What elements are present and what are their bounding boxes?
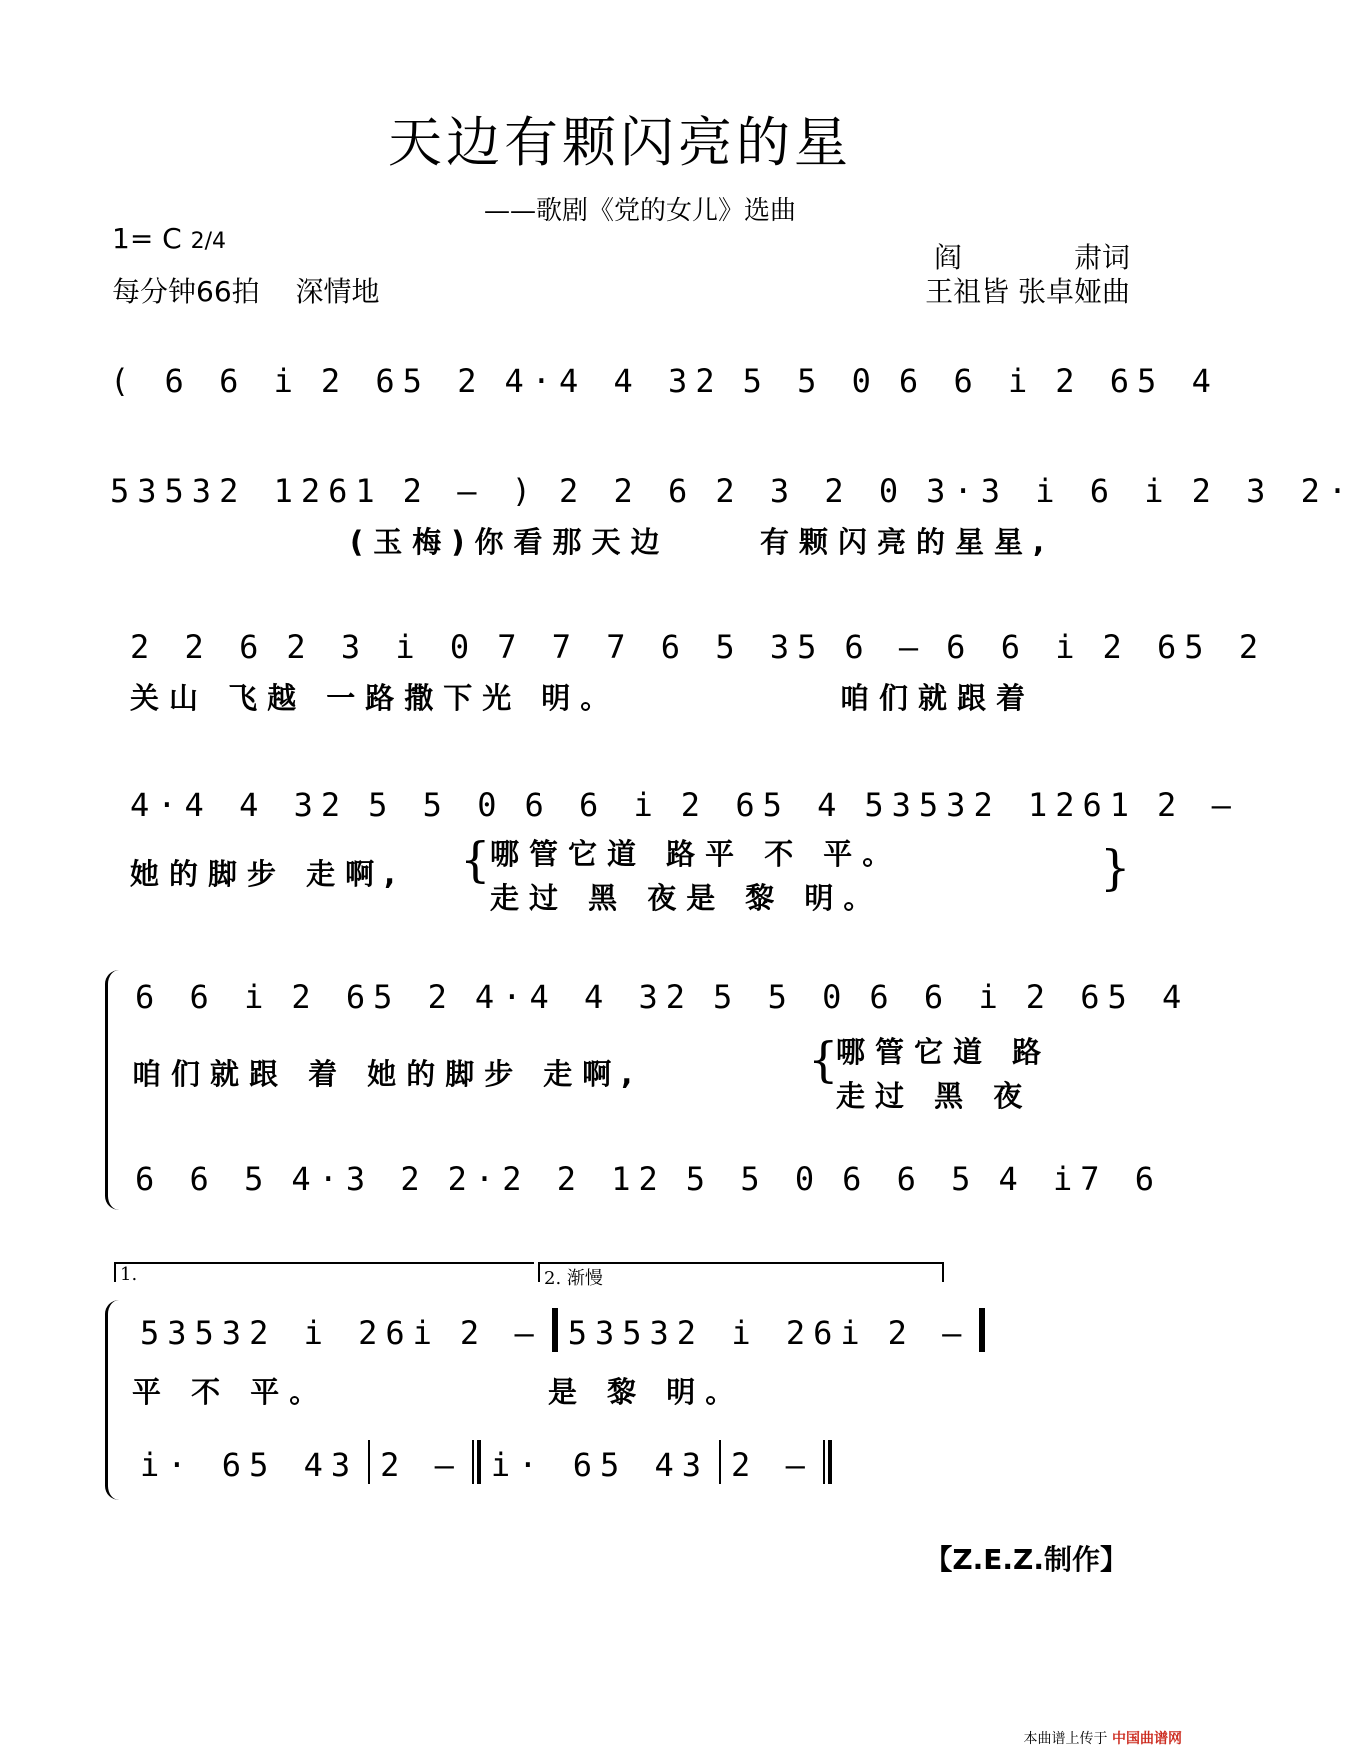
system-brace (105, 1300, 120, 1500)
ending-upper-staff (140, 1308, 970, 1352)
measure: 2 3 2 0 (715, 472, 907, 510)
measure: 6 6 i (135, 978, 272, 1016)
lyric-verse-2: 走过 黑 夜是 黎 明。 (490, 881, 883, 915)
expression-label: 深情地 (295, 275, 380, 308)
measure: 2 65 2 (320, 362, 485, 400)
measure: 2 65 2 (291, 978, 455, 1016)
measure: 4·4 4 32 (504, 362, 723, 400)
measure: 4 i7 6 (998, 1160, 1163, 1198)
measure: i· 65 43 (490, 1446, 710, 1484)
volta-1: 1. (114, 1262, 534, 1282)
lyric-line: 平 不 平。 (132, 1375, 329, 1409)
measure: 53532 i 26i (140, 1314, 440, 1352)
measure: 3·3 i 6 i (926, 472, 1172, 510)
ending-lower-staff (140, 1440, 960, 1484)
measure: ( 6 6 i (110, 362, 301, 400)
score-row-2 (110, 466, 1355, 510)
measure: 2 – (1157, 786, 1239, 824)
tempo-label: 每分钟66拍 (112, 275, 260, 308)
footer (1024, 1728, 1182, 1748)
measure: 5 5 0 (742, 362, 879, 400)
measure: 2·2 2 12 (447, 1160, 666, 1198)
measure: 2 – (887, 1314, 970, 1352)
footer-text: 本曲谱上传于 (1023, 1731, 1108, 1747)
lyric-line: 是 黎 明。 (548, 1375, 745, 1409)
measure: 5 5 0 (685, 1160, 823, 1198)
measure: 2 65 4 (680, 786, 845, 824)
measure: 2 65 4 (1025, 978, 1190, 1016)
score-row-5 (135, 972, 1190, 1016)
measure: 2 – (459, 1314, 542, 1352)
measure: 2 – (380, 1446, 462, 1484)
song-subtitle: ——歌剧《党的女儿》选曲 (483, 196, 796, 226)
measure: 5 5 0 (713, 978, 850, 1016)
measure: 4·4 4 32 (474, 978, 694, 1016)
measure: 2 – ) (402, 472, 539, 510)
measure: 7 7 7 6 5 35 (497, 628, 825, 666)
lyric-line: 咱们就跟 着 她的脚步 走啊, (132, 1057, 643, 1091)
key-label: 1= C (112, 222, 182, 255)
lyric-brace-close: } (1100, 840, 1131, 896)
score-row-1 (110, 356, 1219, 400)
measure: 2 – (731, 1446, 813, 1484)
lyric-line: 咱们就跟着 (840, 681, 1036, 715)
meter-label: 2/4 (190, 229, 227, 254)
measure: 6 6 i (869, 978, 1006, 1016)
measure: 4·4 4 32 (130, 786, 349, 824)
measure: 6 – (844, 628, 927, 666)
measure: 2 3 2· (1191, 472, 1355, 510)
lyric-verse-2: 走过 黑 夜 (836, 1079, 1033, 1113)
measure: 6 6 5 (135, 1160, 272, 1198)
measure: 6 6 5 (842, 1160, 979, 1198)
tempo-line (112, 270, 379, 310)
lyric-verse-1: 哪管它道 路 (836, 1035, 1052, 1069)
maker-credit: 【Z.E.Z.制作】 (924, 1543, 1128, 1576)
lyricist-credit: 阎 肃词 (933, 241, 1130, 274)
lyric-line: 她的脚步 走啊, (130, 857, 406, 891)
score-row-6 (135, 1154, 1163, 1198)
volta-2: 2. 渐慢 (538, 1262, 944, 1282)
system-brace (105, 970, 120, 1210)
lyric-line: 有颗闪亮的星星, (760, 525, 1055, 559)
measure: 53532 1261 (864, 786, 1138, 824)
lyric-brace-open: { (460, 832, 491, 888)
song-title: 天边有颗闪亮的星 (388, 111, 852, 174)
composer-credit: 王祖皆 张卓娅曲 (925, 275, 1130, 308)
score-row-4 (130, 780, 1239, 824)
measure: 6 6 i (898, 362, 1036, 400)
measure: 2 2 6 (130, 628, 267, 666)
measure: 53532 i 26i (567, 1314, 868, 1352)
measure: 2 65 2 (1102, 628, 1267, 666)
measure: 4·3 2 (291, 1160, 428, 1198)
measure: 53532 1261 (110, 472, 383, 510)
measure: 6 6 i (946, 628, 1083, 666)
footer-brand[interactable]: 中国曲谱网 (1112, 1731, 1182, 1747)
measure: 5 5 0 (368, 786, 505, 824)
key-signature (112, 222, 226, 255)
lyric-line: 关山 飞越 一路撒下光 明。 (130, 681, 620, 715)
measure: i· 65 43 (140, 1446, 359, 1484)
score-row-3 (130, 622, 1267, 666)
measure: 6 6 i (524, 786, 661, 824)
measure: 2 65 4 (1055, 362, 1219, 400)
lyric-brace-open: { (808, 1032, 839, 1088)
lyric-line: (玉梅)你看那天边 (350, 525, 670, 559)
lyric-verse-1: 哪管它道 路平 不 平。 (490, 837, 902, 871)
measure: 2 3 i 0 (286, 628, 478, 666)
measure: 2 2 6 (558, 472, 696, 510)
